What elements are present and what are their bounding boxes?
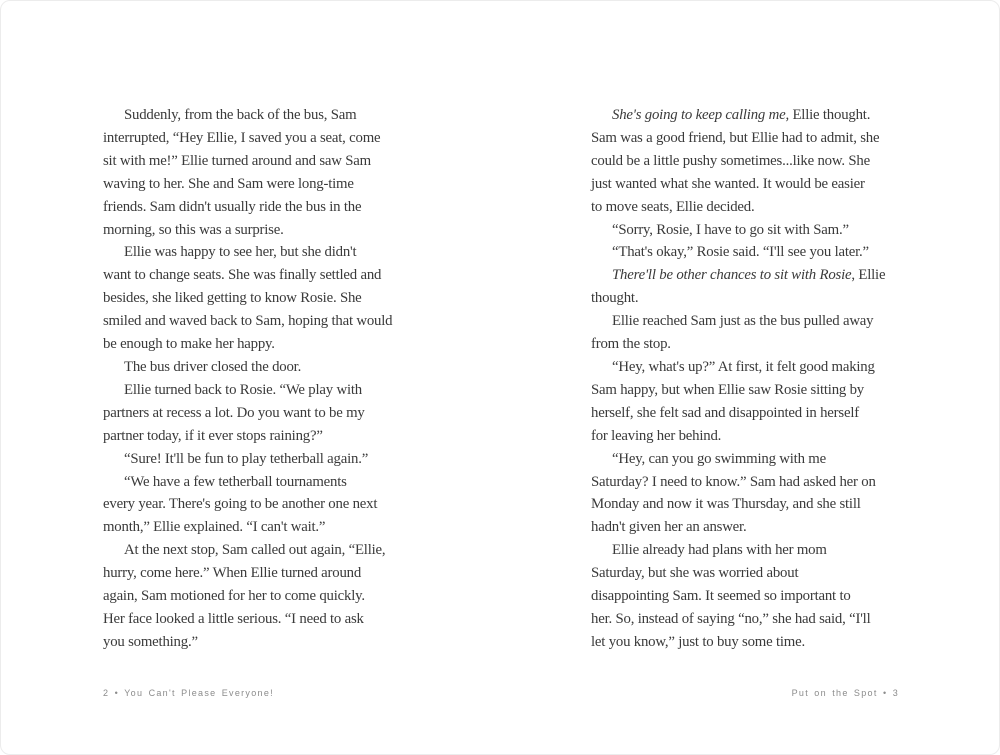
text-segment: Ellie already had plans with her mom [612, 542, 827, 559]
text-line [591, 425, 921, 448]
text-line [103, 196, 475, 219]
text-segment: friends. Sam didn't usually ride the bus in the [103, 198, 362, 215]
text-segment: disappointing Sam. It seemed so important to [591, 588, 851, 605]
text-segment: morning, so this was a surprise. [103, 221, 284, 238]
text-segment: to move seats, Ellie decided. [591, 198, 755, 215]
text-line [591, 173, 921, 196]
text-line [103, 562, 475, 585]
text-line [103, 333, 475, 356]
text-line [103, 356, 475, 379]
text-segment: “We have a few tetherball tournaments [124, 473, 347, 490]
text-segment: hurry, come here.” When Ellie turned around [103, 565, 362, 582]
text-line [591, 608, 921, 631]
text-segment: let you know,” just to buy some time. [591, 633, 805, 650]
text-line [103, 539, 475, 562]
text-segment: sit with me!” Ellie turned around and saw Sam [103, 152, 371, 169]
text-segment: “Hey, what's up?” At first, it felt good making [612, 358, 875, 375]
italic-text-segment: There'll be other chances to sit with Rosie [612, 267, 852, 284]
text-segment: Her face looked a little serious. “I need to ask [103, 610, 364, 627]
text-line [103, 516, 475, 539]
text-line [591, 104, 921, 127]
text-segment: Ellie reached Sam just as the bus pulled away [612, 313, 874, 330]
text-segment: for leaving her behind. [591, 427, 722, 444]
text-segment: interrupted, “Hey Ellie, I saved you a seat, come [103, 129, 381, 146]
text-line [591, 585, 921, 608]
text-line [103, 310, 475, 333]
text-line [591, 539, 921, 562]
text-segment: thought. [591, 290, 639, 307]
text-line [103, 448, 475, 471]
text-line [591, 471, 921, 494]
text-line [103, 585, 475, 608]
text-segment: Ellie was happy to see her, but she didn't [124, 244, 357, 261]
text-segment: , Ellie [851, 267, 886, 284]
text-line [103, 241, 475, 264]
text-segment: hadn't given her an answer. [591, 519, 747, 536]
text-segment: from the stop. [591, 336, 671, 353]
text-line [591, 196, 921, 219]
text-line [103, 402, 475, 425]
text-line [591, 264, 921, 287]
text-segment: Ellie turned back to Rosie. “We play with [124, 381, 362, 398]
text-segment: just wanted what she wanted. It would be easier [591, 175, 865, 192]
text-segment: month,” Ellie explained. “I can't wait.” [103, 519, 326, 536]
text-segment: Sam was a good friend, but Ellie had to admit, she [591, 129, 880, 146]
text-line [591, 516, 921, 539]
text-segment: Monday and now it was Thursday, and she still [591, 496, 861, 513]
text-segment: “Hey, can you go swimming with me [612, 450, 826, 467]
text-segment: “That's okay,” Rosie said. “I'll see you later.” [612, 244, 869, 261]
text-line [103, 471, 475, 494]
text-line [103, 150, 475, 173]
page-left-footer: 2 • You Can't Please Everyone! [103, 688, 274, 698]
text-segment: again, Sam motioned for her to come quickly. [103, 588, 365, 605]
text-line [103, 425, 475, 448]
text-line [103, 287, 475, 310]
text-line [591, 448, 921, 471]
page-right-text-column [591, 104, 921, 654]
text-segment: Suddenly, from the back of the bus, Sam [124, 107, 357, 123]
text-segment: besides, she liked getting to know Rosie. She [103, 290, 362, 307]
italic-text-segment: She's going to keep calling me, [612, 107, 789, 123]
text-segment: smiled and waved back to Sam, hoping that would [103, 313, 393, 330]
text-line [591, 379, 921, 402]
text-line [591, 219, 921, 242]
text-segment: partner today, if it ever stops raining?” [103, 427, 323, 444]
text-line [103, 173, 475, 196]
text-line [103, 219, 475, 242]
page-right-footer: Put on the Spot • 3 [791, 688, 899, 698]
text-segment: Ellie thought. [788, 107, 871, 123]
text-line [103, 264, 475, 287]
text-line [591, 150, 921, 173]
text-segment: “Sorry, Rosie, I have to go sit with Sam.” [612, 221, 849, 238]
text-segment: herself, she felt sad and disappointed in herself [591, 404, 859, 421]
text-line [103, 631, 475, 654]
text-line [591, 493, 921, 516]
text-segment: Sam happy, but when Ellie saw Rosie sitting by [591, 381, 865, 398]
text-segment: her. So, instead of saying “no,” she had said, “I'll [591, 610, 871, 627]
text-segment: waving to her. She and Sam were long-time [103, 175, 354, 192]
text-segment: could be a little pushy sometimes...like now. She [591, 152, 870, 169]
text-line [103, 127, 475, 150]
text-line [103, 493, 475, 516]
text-line [591, 562, 921, 585]
text-line [591, 631, 921, 654]
text-segment: Saturday, but she was worried about [591, 565, 799, 582]
text-segment: be enough to make her happy. [103, 336, 275, 353]
text-segment: partners at recess a lot. Do you want to be my [103, 404, 365, 421]
page-left-text-column [103, 104, 475, 654]
text-line [591, 241, 921, 264]
text-line [591, 287, 921, 310]
text-segment: “Sure! It'll be fun to play tetherball again.” [124, 450, 369, 467]
text-segment: At the next stop, Sam called out again, “Ellie, [124, 542, 386, 559]
text-line [591, 333, 921, 356]
text-line [103, 379, 475, 402]
text-line [103, 608, 475, 631]
text-segment: you something.” [103, 633, 198, 650]
text-segment: every year. There's going to be another one next [103, 496, 378, 513]
text-line [103, 104, 475, 127]
text-segment: want to change seats. She was finally settled and [103, 267, 382, 284]
text-line [591, 310, 921, 333]
text-line [591, 356, 921, 379]
text-segment: Saturday? I need to know.” Sam had asked her on [591, 473, 876, 490]
text-line [591, 402, 921, 425]
text-line [591, 127, 921, 150]
text-segment: The bus driver closed the door. [124, 358, 302, 375]
